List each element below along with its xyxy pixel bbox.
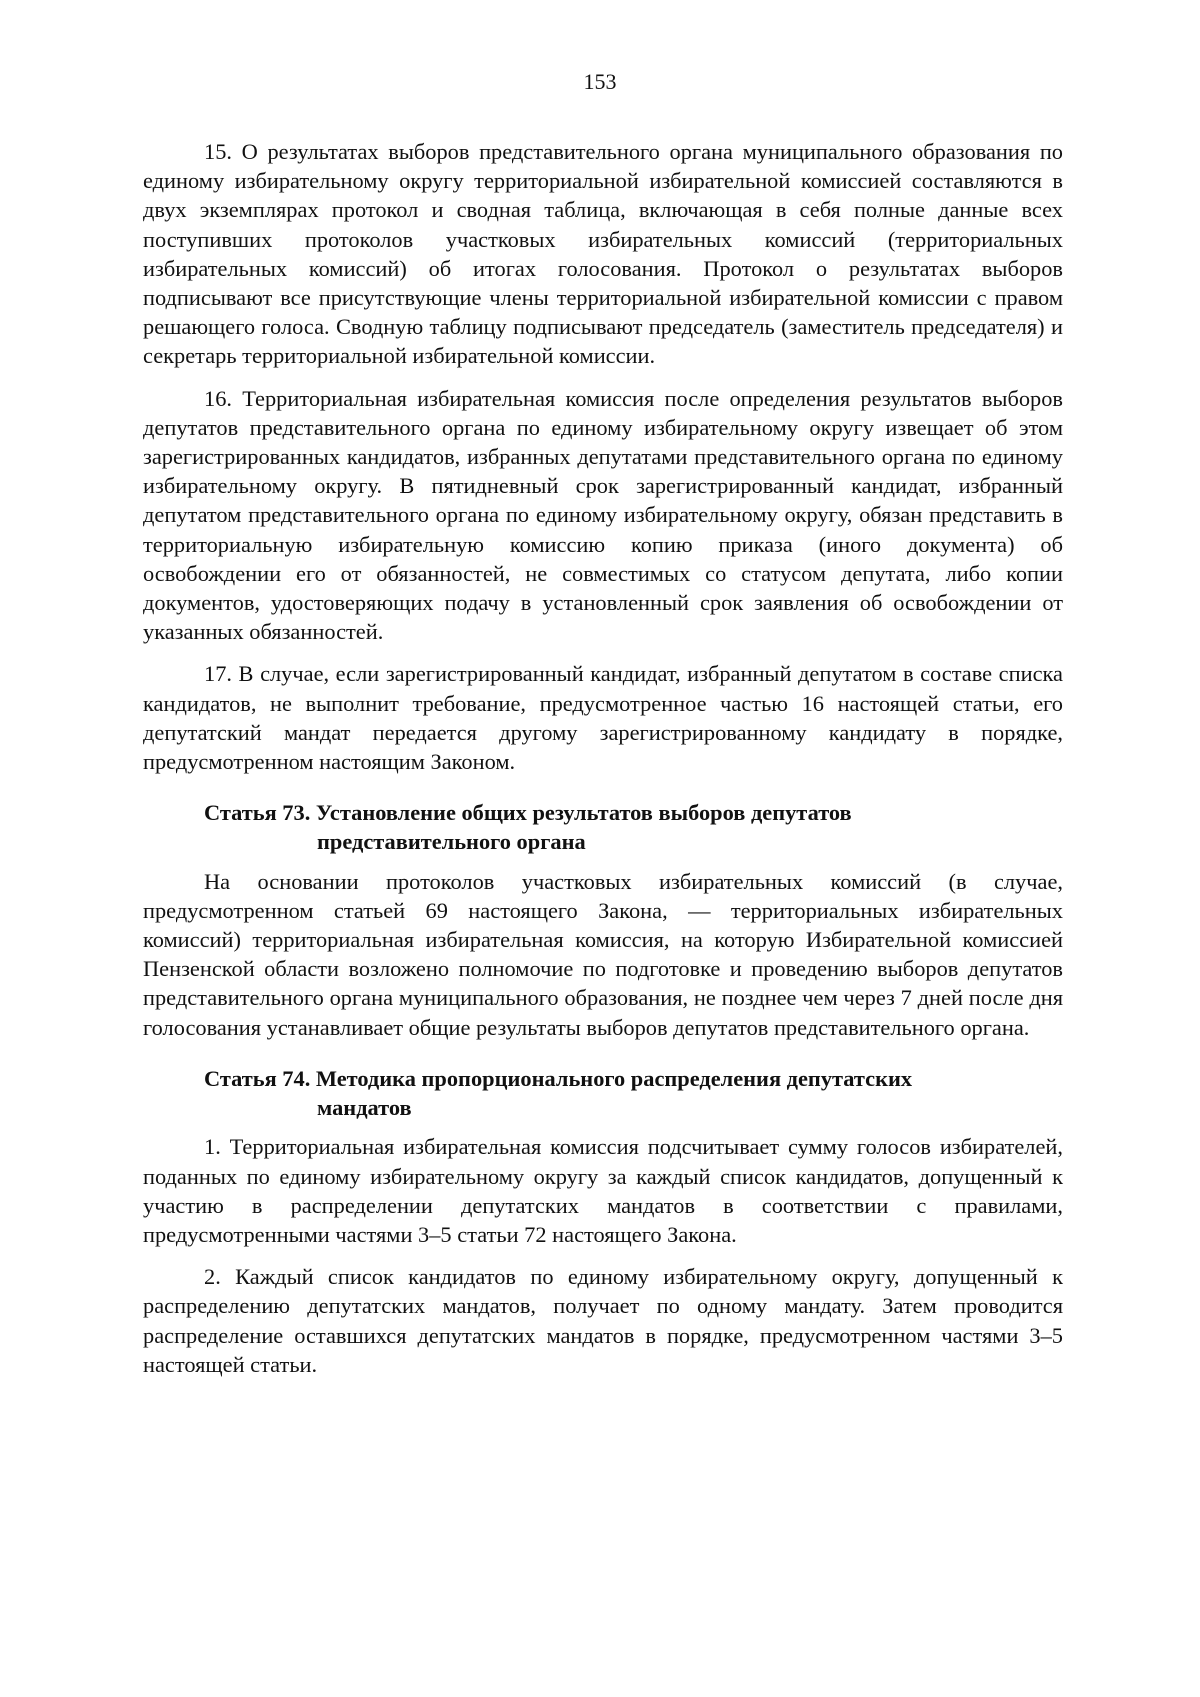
article-73-title-line-1: Статья 73. Установление общих результатов выборов депутатов: [204, 800, 852, 826]
article-74-paragraph-2: 2. Каждый список кандидатов по единому избирательному округу, допущенный к распределению депутатских мандатов, получает по одному мандату. Затем проводится распределение оставшихся депутатских мандатов в порядке, предусмотренном частями 3–5 настоящей статьи.: [143, 1264, 1063, 1377]
paragraph-15: 15. О результатах выборов представительного органа муниципального образования по единому избирательному округу территориальной избирательной комиссией составляются в двух экземплярах протокол и сводная таблица, включающая в себя полные данные всех поступивших протоколов участковых избирательных комиссий (территориальных избирательных комиссий) об итогах голосования. Протокол о результатах выборов подписывают все присутствующие члены территориальной избирательной комиссии с правом решающего голоса. Сводную таблицу подписывают председатель (заместитель председателя) и секретарь территориальной избирательной комиссии.: [143, 139, 1063, 369]
article-74-title-line-2: мандатов: [317, 1095, 412, 1121]
article-74-heading: [143, 1064, 1063, 1122]
paragraph-17: 17. В случае, если зарегистрированный кандидат, избранный депутатом в составе списка кандидатов, не выполнит требование, предусмотренное частью 16 настоящей статьи, его депутатский мандат передается другому зарегистрированному кандидату в порядке, предусмотренном настоящим Законом.: [143, 661, 1063, 775]
page-number: 153: [583, 69, 617, 94]
article-74-title-line-1: Статья 74. Методика пропорционального распределения депутатских: [204, 1065, 913, 1091]
paragraph-16: 16. Территориальная избирательная комиссия после определения результатов выборов депутатов представительного органа по единому избирательному округу извещает об этом зарегистрированных кандидатов, избранных депутатами представительного органа по единому избирательному округу. В пятидневный срок зарегистрированный кандидат, избранный депутатом представительного органа по единому избирательному округу, обязан представить в территориальную избирательную комиссию копию приказа (иного документа) об освобождении его от обязанностей, не совместимых со статусом депутата, либо копии документов, удостоверяющих подачу в установленный срок заявления об освобождении от указанных обязанностей.: [143, 385, 1063, 645]
article-73-title-line-2: представительного органа: [317, 829, 586, 855]
article-73-text: На основании протоколов участковых избирательных комиссий (в случае, предусмотренном статьей 69 настоящего Закона, — территориальных избирательных комиссий) территориальная избирательная комиссия, на которую Избирательной комиссией Пензенской области возложено полномочие по подготовке и проведению выборов депутатов представительного органа муниципального образования, не позднее чем через 7 дней после дня голосования устанавливает общие результаты выборов депутатов представительного органа.: [143, 868, 1063, 1040]
article-74-paragraph-1: 1. Территориальная избирательная комиссия подсчитывает сумму голосов избирателей, поданных по единому избирательному округу за каждый список кандидатов, допущенный к участию в распределении депутатских мандатов в соответствии с правилами, предусмотренными частями 3–5 статьи 72 настоящего Закона.: [143, 1134, 1063, 1247]
document-body: [143, 137, 1063, 1392]
article-73-heading: [143, 798, 1063, 856]
